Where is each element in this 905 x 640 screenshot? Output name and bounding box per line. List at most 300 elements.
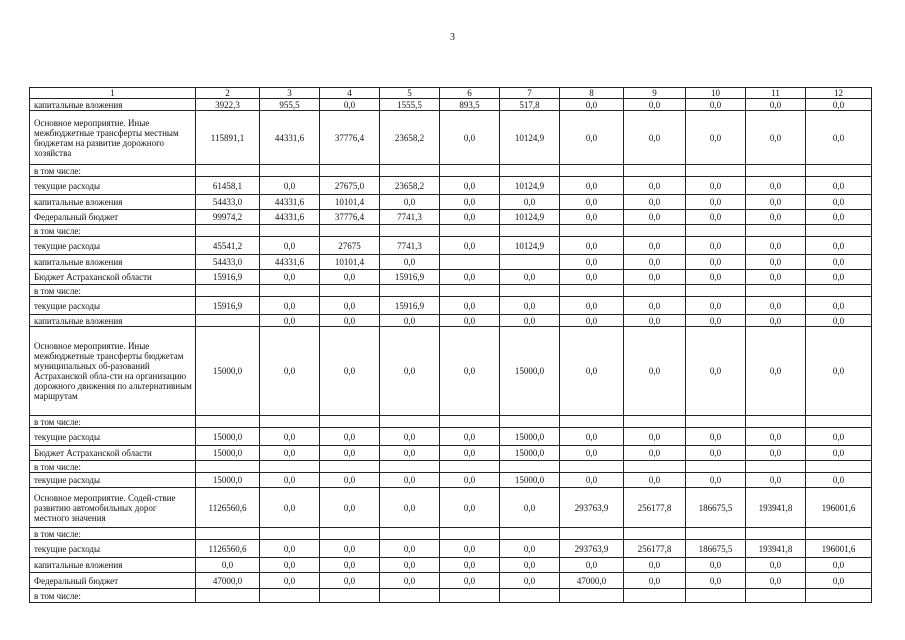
row-label: Основное мероприятие. Иные межбюджетные трансферты местным бюджетам на развитие дорожного хозяйства: [30, 111, 196, 165]
table-cell: 0,0: [686, 473, 746, 488]
table-row: [30, 573, 872, 589]
table-cell: [560, 165, 624, 177]
table-cell: [746, 461, 806, 473]
table-cell: 0,0: [440, 327, 500, 416]
table-row: [30, 327, 872, 416]
table-cell: 0,0: [806, 99, 872, 111]
row-label: Основное мероприятие. Содей-ствие развитию автомобильных дорог местного значения: [30, 488, 196, 528]
table-cell: 0,0: [624, 315, 686, 327]
table-cell: [196, 589, 260, 603]
table-cell: 0,0: [260, 473, 320, 488]
table-cell: 0,0: [686, 99, 746, 111]
table-cell: [320, 589, 380, 603]
table-cell: 0,0: [380, 488, 440, 528]
table-cell: 0,0: [320, 428, 380, 446]
table-cell: 0,0: [380, 315, 440, 327]
table-cell: 0,0: [686, 558, 746, 573]
table-cell: 1555,5: [380, 99, 440, 111]
table-cell: 0,0: [260, 428, 320, 446]
table-cell: 0,0: [380, 473, 440, 488]
table-cell: 10124,9: [500, 111, 560, 165]
table-cell: 0,0: [380, 428, 440, 446]
table-cell: [320, 461, 380, 473]
table-cell: 0,0: [260, 297, 320, 315]
table-cell: 0,0: [320, 297, 380, 315]
table-cell: 0,0: [686, 111, 746, 165]
table-row: [30, 177, 872, 195]
table-cell: 0,0: [746, 327, 806, 416]
budget-table: [29, 87, 872, 603]
table-cell: [806, 285, 872, 297]
table-cell: 0,0: [624, 210, 686, 225]
row-label: в том числе:: [30, 461, 196, 473]
table-cell: 15000,0: [196, 327, 260, 416]
table-cell: 0,0: [746, 270, 806, 285]
table-cell: 0,0: [440, 558, 500, 573]
table-cell: 15000,0: [500, 446, 560, 461]
table-cell: 0,0: [686, 327, 746, 416]
column-header: 9: [624, 88, 686, 99]
table-cell: [746, 285, 806, 297]
table-cell: [686, 285, 746, 297]
table-cell: 0,0: [500, 270, 560, 285]
column-header: 8: [560, 88, 624, 99]
table-cell: 0,0: [624, 473, 686, 488]
table-cell: [624, 225, 686, 237]
table-cell: [560, 285, 624, 297]
table-cell: 15000,0: [500, 473, 560, 488]
table-cell: 0,0: [380, 327, 440, 416]
table-cell: 0,0: [320, 270, 380, 285]
table-cell: [624, 165, 686, 177]
table-cell: 15916,9: [380, 270, 440, 285]
table-cell: [686, 528, 746, 540]
table-cell: 0,0: [806, 473, 872, 488]
table-cell: 0,0: [440, 428, 500, 446]
table-row: [30, 589, 872, 603]
table-cell: 0,0: [440, 270, 500, 285]
table-cell: 0,0: [624, 177, 686, 195]
table-cell: [686, 225, 746, 237]
table-cell: [196, 416, 260, 428]
table-row: [30, 270, 872, 285]
table-cell: [196, 225, 260, 237]
table-row: [30, 165, 872, 177]
table-cell: 0,0: [260, 327, 320, 416]
table-cell: 0,0: [686, 270, 746, 285]
table-cell: 45541,2: [196, 237, 260, 255]
table-cell: 0,0: [380, 195, 440, 210]
table-row: [30, 111, 872, 165]
table-cell: 0,0: [806, 315, 872, 327]
table-cell: 3922,3: [196, 99, 260, 111]
table-cell: [196, 461, 260, 473]
table-cell: [560, 589, 624, 603]
table-cell: 27675: [320, 237, 380, 255]
table-cell: 0,0: [746, 111, 806, 165]
table-cell: 0,0: [260, 270, 320, 285]
table-cell: 47000,0: [560, 573, 624, 589]
table-cell: 0,0: [624, 573, 686, 589]
table-cell: 0,0: [806, 195, 872, 210]
table-cell: 0,0: [746, 99, 806, 111]
table-cell: [380, 285, 440, 297]
table-row: [30, 488, 872, 528]
table-cell: 15000,0: [196, 428, 260, 446]
table-cell: 0,0: [624, 327, 686, 416]
row-label: Федеральный бюджет: [30, 210, 196, 225]
table-cell: 0,0: [320, 573, 380, 589]
row-label: текущие расходы: [30, 237, 196, 255]
table-cell: 0,0: [380, 540, 440, 558]
table-cell: 15000,0: [500, 327, 560, 416]
row-label: капитальные вложения: [30, 558, 196, 573]
table-cell: 0,0: [746, 177, 806, 195]
table-cell: 0,0: [260, 315, 320, 327]
table-cell: 0,0: [624, 558, 686, 573]
table-cell: 0,0: [806, 270, 872, 285]
row-label: в том числе:: [30, 225, 196, 237]
table-cell: 10124,9: [500, 210, 560, 225]
column-header: 12: [806, 88, 872, 99]
table-cell: [440, 528, 500, 540]
table-cell: [440, 285, 500, 297]
table-cell: 0,0: [260, 558, 320, 573]
table-cell: 0,0: [624, 99, 686, 111]
table-row: [30, 461, 872, 473]
table-cell: [440, 165, 500, 177]
table-cell: 99974,2: [196, 210, 260, 225]
table-cell: 293763,9: [560, 540, 624, 558]
table-cell: 0,0: [320, 540, 380, 558]
table-cell: 15000,0: [196, 473, 260, 488]
table-cell: [686, 589, 746, 603]
table-cell: 0,0: [624, 237, 686, 255]
table-cell: 0,0: [746, 297, 806, 315]
table-cell: [380, 461, 440, 473]
column-header: 7: [500, 88, 560, 99]
table-cell: 115891,1: [196, 111, 260, 165]
table-cell: 15000,0: [500, 428, 560, 446]
table-cell: 0,0: [560, 210, 624, 225]
table-cell: 61458,1: [196, 177, 260, 195]
table-cell: 0,0: [560, 446, 624, 461]
table-cell: [380, 165, 440, 177]
row-label: капитальные вложения: [30, 99, 196, 111]
table-cell: 0,0: [440, 446, 500, 461]
row-label: текущие расходы: [30, 297, 196, 315]
table-row: [30, 237, 872, 255]
table-cell: [320, 165, 380, 177]
table-cell: [806, 589, 872, 603]
table-cell: [806, 225, 872, 237]
table-cell: 0,0: [440, 237, 500, 255]
table-cell: 0,0: [624, 270, 686, 285]
table-cell: 0,0: [806, 446, 872, 461]
table-cell: [560, 528, 624, 540]
table-cell: 0,0: [686, 210, 746, 225]
table-cell: [380, 528, 440, 540]
table-cell: 44331,6: [260, 255, 320, 270]
table-cell: [440, 416, 500, 428]
table-cell: 0,0: [686, 177, 746, 195]
table-cell: 0,0: [440, 315, 500, 327]
table-cell: 27675,0: [320, 177, 380, 195]
table-cell: 0,0: [806, 558, 872, 573]
table-cell: [624, 285, 686, 297]
table-cell: 0,0: [806, 210, 872, 225]
table-cell: 0,0: [560, 428, 624, 446]
table-cell: 0,0: [560, 297, 624, 315]
table-cell: 0,0: [560, 99, 624, 111]
table-row: [30, 428, 872, 446]
table-row: [30, 195, 872, 210]
table-cell: 0,0: [380, 558, 440, 573]
table-cell: 0,0: [440, 111, 500, 165]
row-label: в том числе:: [30, 416, 196, 428]
table-cell: 23658,2: [380, 177, 440, 195]
table-cell: 0,0: [806, 177, 872, 195]
table-cell: 0,0: [500, 195, 560, 210]
table-cell: 10101,4: [320, 195, 380, 210]
table-cell: 0,0: [746, 573, 806, 589]
table-cell: [440, 255, 500, 270]
table-cell: [686, 416, 746, 428]
table-cell: [806, 461, 872, 473]
table-cell: 0,0: [560, 177, 624, 195]
table-cell: 54433,0: [196, 255, 260, 270]
column-header: 1: [30, 88, 196, 99]
table-cell: 0,0: [624, 446, 686, 461]
table-cell: [806, 528, 872, 540]
table-row: [30, 297, 872, 315]
page-number: 3: [450, 32, 455, 43]
table-cell: 0,0: [500, 488, 560, 528]
table-cell: 0,0: [500, 540, 560, 558]
table-cell: 0,0: [560, 327, 624, 416]
table-row: [30, 315, 872, 327]
table-cell: 186675,5: [686, 540, 746, 558]
table-cell: [380, 416, 440, 428]
table-cell: [624, 461, 686, 473]
table-cell: 0,0: [560, 255, 624, 270]
table-cell: 0,0: [746, 237, 806, 255]
table-cell: [746, 528, 806, 540]
table-cell: [806, 416, 872, 428]
table-cell: 0,0: [806, 428, 872, 446]
table-cell: 0,0: [440, 488, 500, 528]
table-cell: 10124,9: [500, 237, 560, 255]
table-cell: [686, 461, 746, 473]
table-cell: [320, 416, 380, 428]
table-cell: [260, 165, 320, 177]
row-label: Бюджет Астраханской области: [30, 446, 196, 461]
table-cell: [624, 416, 686, 428]
table-row: [30, 225, 872, 237]
table-cell: 0,0: [260, 488, 320, 528]
column-header: 2: [196, 88, 260, 99]
table-cell: 0,0: [500, 315, 560, 327]
row-label: в том числе:: [30, 285, 196, 297]
table-cell: 15916,9: [196, 270, 260, 285]
table-cell: 0,0: [746, 210, 806, 225]
row-label: текущие расходы: [30, 428, 196, 446]
table-cell: 893,5: [440, 99, 500, 111]
table-cell: 0,0: [806, 255, 872, 270]
table-cell: 0,0: [380, 446, 440, 461]
row-label: в том числе:: [30, 165, 196, 177]
row-label: капитальные вложения: [30, 315, 196, 327]
table-cell: [380, 589, 440, 603]
table-cell: [500, 416, 560, 428]
table-cell: 15916,9: [196, 297, 260, 315]
table-cell: [500, 528, 560, 540]
table-cell: 0,0: [560, 195, 624, 210]
table-cell: 256177,8: [624, 488, 686, 528]
table-cell: 0,0: [624, 195, 686, 210]
table-cell: 0,0: [624, 297, 686, 315]
column-header: 5: [380, 88, 440, 99]
table-cell: [500, 255, 560, 270]
table-cell: 0,0: [500, 573, 560, 589]
table-cell: 0,0: [746, 428, 806, 446]
table-cell: 0,0: [686, 255, 746, 270]
table-cell: 293763,9: [560, 488, 624, 528]
table-cell: 15916,9: [380, 297, 440, 315]
column-header: 3: [260, 88, 320, 99]
table-cell: [260, 225, 320, 237]
table-cell: 0,0: [380, 255, 440, 270]
table-row: [30, 540, 872, 558]
table-cell: 0,0: [560, 237, 624, 255]
column-header: 6: [440, 88, 500, 99]
table-cell: [260, 285, 320, 297]
table-cell: 0,0: [260, 177, 320, 195]
table-cell: 0,0: [500, 558, 560, 573]
table-cell: [196, 285, 260, 297]
table-cell: [320, 285, 380, 297]
table-cell: [806, 165, 872, 177]
table-row: [30, 446, 872, 461]
table-cell: 44331,6: [260, 111, 320, 165]
table-cell: 196001,6: [806, 488, 872, 528]
table-cell: [500, 225, 560, 237]
table-cell: 0,0: [560, 270, 624, 285]
table-cell: 0,0: [380, 573, 440, 589]
table-cell: [560, 225, 624, 237]
table-cell: 0,0: [440, 210, 500, 225]
table-cell: 193941,8: [746, 540, 806, 558]
table-cell: 186675,5: [686, 488, 746, 528]
table-cell: 23658,2: [380, 111, 440, 165]
table-cell: 0,0: [806, 573, 872, 589]
table-cell: 196001,6: [806, 540, 872, 558]
table-cell: 0,0: [746, 195, 806, 210]
table-cell: [746, 225, 806, 237]
table-cell: 10101,4: [320, 255, 380, 270]
table-cell: 0,0: [686, 237, 746, 255]
table-cell: 37776,4: [320, 111, 380, 165]
row-label: капитальные вложения: [30, 255, 196, 270]
table-cell: [260, 461, 320, 473]
table-row: [30, 473, 872, 488]
table-cell: [500, 461, 560, 473]
table-cell: 15000,0: [196, 446, 260, 461]
table-cell: 0,0: [320, 473, 380, 488]
table-cell: 47000,0: [196, 573, 260, 589]
table-cell: 193941,8: [746, 488, 806, 528]
table-cell: 0,0: [440, 573, 500, 589]
table-cell: 0,0: [440, 297, 500, 315]
table-cell: [560, 461, 624, 473]
table-cell: 1126560,6: [196, 488, 260, 528]
table-cell: [500, 285, 560, 297]
table-cell: 517,8: [500, 99, 560, 111]
table-cell: [320, 528, 380, 540]
table-cell: 0,0: [500, 297, 560, 315]
table-cell: [440, 461, 500, 473]
table-cell: [560, 416, 624, 428]
table-cell: [500, 165, 560, 177]
row-label: капитальные вложения: [30, 195, 196, 210]
table-cell: [196, 315, 260, 327]
table-cell: 44331,6: [260, 195, 320, 210]
row-label: текущие расходы: [30, 540, 196, 558]
table-cell: 0,0: [624, 428, 686, 446]
row-label: Федеральный бюджет: [30, 573, 196, 589]
table-row: [30, 99, 872, 111]
table-cell: 0,0: [686, 573, 746, 589]
table-cell: 0,0: [746, 558, 806, 573]
table-cell: 10124,9: [500, 177, 560, 195]
row-label: текущие расходы: [30, 177, 196, 195]
table-cell: 7741,3: [380, 237, 440, 255]
table-cell: 0,0: [624, 111, 686, 165]
table-cell: [320, 225, 380, 237]
table-cell: 0,0: [560, 111, 624, 165]
table-cell: 0,0: [806, 327, 872, 416]
table-cell: 0,0: [260, 237, 320, 255]
table-cell: [746, 416, 806, 428]
column-header: 4: [320, 88, 380, 99]
table-cell: 0,0: [746, 315, 806, 327]
table-cell: 0,0: [320, 327, 380, 416]
row-label: в том числе:: [30, 589, 196, 603]
table-cell: 54433,0: [196, 195, 260, 210]
table-cell: 0,0: [624, 255, 686, 270]
table-row: [30, 558, 872, 573]
table-cell: 0,0: [686, 428, 746, 446]
table-cell: 0,0: [260, 540, 320, 558]
table-row: [30, 255, 872, 270]
table-cell: [746, 589, 806, 603]
table-cell: 0,0: [440, 195, 500, 210]
header-row: [30, 88, 872, 99]
table-cell: 0,0: [320, 558, 380, 573]
row-label: в том числе:: [30, 528, 196, 540]
row-label: Основное мероприятие. Иные межбюджетные трансферты бюджетам муниципальных об-разований Астраханской обла-сти на организацию дорожного движения по альтернативным маршрутам: [30, 327, 196, 416]
table-cell: [260, 528, 320, 540]
table-cell: 256177,8: [624, 540, 686, 558]
table-cell: [746, 165, 806, 177]
table-cell: [196, 165, 260, 177]
row-label: Бюджет Астраханской области: [30, 270, 196, 285]
table-cell: 7741,3: [380, 210, 440, 225]
table-cell: 0,0: [196, 558, 260, 573]
table-cell: 0,0: [806, 111, 872, 165]
table-cell: 0,0: [746, 446, 806, 461]
table-cell: 1126560,6: [196, 540, 260, 558]
